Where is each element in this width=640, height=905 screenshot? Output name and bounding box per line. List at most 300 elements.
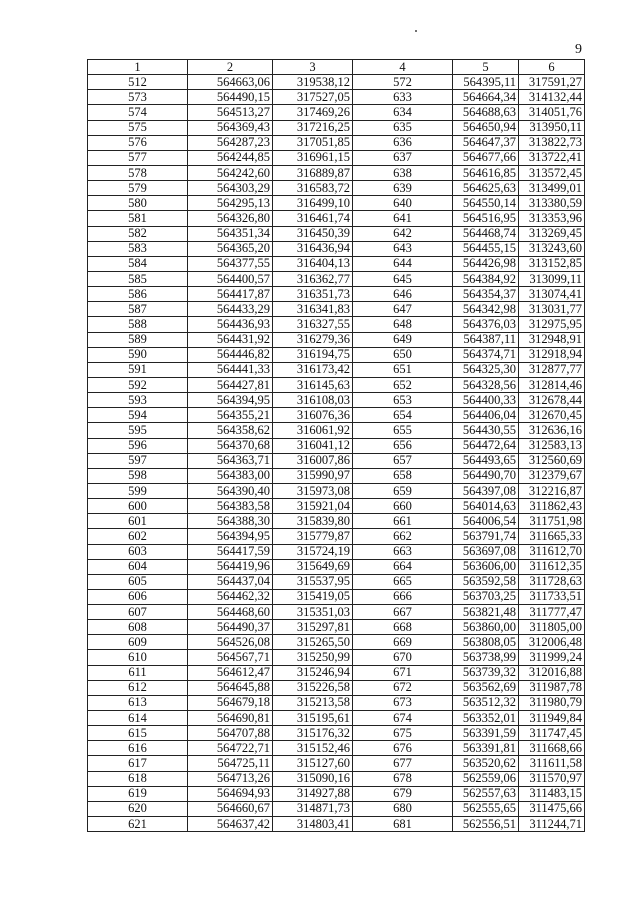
table-cell: 311987,78 — [519, 680, 585, 695]
table-cell: 313572,45 — [519, 165, 585, 180]
table-cell: 313031,77 — [519, 302, 585, 317]
table-cell: 316461,74 — [273, 211, 353, 226]
table-cell: 313950,11 — [519, 120, 585, 135]
table-cell: 315649,69 — [273, 559, 353, 574]
table-cell: 564660,67 — [188, 801, 273, 816]
table-cell: 582 — [88, 226, 188, 241]
column-header: 6 — [519, 60, 585, 75]
table-cell: 564513,27 — [188, 105, 273, 120]
table-cell: 589 — [88, 332, 188, 347]
table-cell: 642 — [353, 226, 453, 241]
table-cell: 655 — [353, 423, 453, 438]
table-cell: 613 — [88, 695, 188, 710]
table-cell: 316499,10 — [273, 196, 353, 211]
table-cell: 564677,66 — [453, 150, 519, 165]
table-cell: 654 — [353, 408, 453, 423]
table-cell: 564725,11 — [188, 756, 273, 771]
table-cell: 650 — [353, 347, 453, 362]
table-cell: 564354,37 — [453, 287, 519, 302]
table-cell: 312877,77 — [519, 362, 585, 377]
table-cell: 594 — [88, 408, 188, 423]
table-cell: 564419,96 — [188, 559, 273, 574]
table-cell: 680 — [353, 801, 453, 816]
table-cell: 564462,32 — [188, 589, 273, 604]
table-cell: 564387,11 — [453, 332, 519, 347]
table-cell: 562556,51 — [453, 817, 519, 832]
table-cell: 564612,47 — [188, 665, 273, 680]
table-cell: 564472,64 — [453, 438, 519, 453]
table-row — [88, 786, 585, 801]
table-cell: 312379,67 — [519, 468, 585, 483]
table-cell: 311728,63 — [519, 574, 585, 589]
table-cell: 602 — [88, 529, 188, 544]
table-cell: 578 — [88, 165, 188, 180]
table-cell: 564287,23 — [188, 135, 273, 150]
table-row — [88, 90, 585, 105]
table-row — [88, 75, 585, 90]
table-cell: 606 — [88, 589, 188, 604]
table-cell: 315351,03 — [273, 605, 353, 620]
table-cell: 564688,63 — [453, 105, 519, 120]
table-row — [88, 559, 585, 574]
table-cell: 599 — [88, 483, 188, 498]
table-cell: 667 — [353, 605, 453, 620]
table-header-row — [88, 60, 585, 75]
table-cell: 633 — [353, 90, 453, 105]
table-cell: 665 — [353, 574, 453, 589]
table-cell: 316341,83 — [273, 302, 353, 317]
table-cell: 564242,60 — [188, 165, 273, 180]
table-cell: 563808,05 — [453, 635, 519, 650]
table-cell: 611 — [88, 665, 188, 680]
table-cell: 564388,30 — [188, 514, 273, 529]
table-cell: 586 — [88, 287, 188, 302]
table-cell: 563520,62 — [453, 756, 519, 771]
table-cell: 564490,70 — [453, 468, 519, 483]
table-cell: 563739,32 — [453, 665, 519, 680]
table-row — [88, 196, 585, 211]
table-cell: 564694,93 — [188, 786, 273, 801]
column-header: 3 — [273, 60, 353, 75]
table-cell: 316351,73 — [273, 287, 353, 302]
table-cell: 678 — [353, 771, 453, 786]
table-cell: 595 — [88, 423, 188, 438]
table-cell: 639 — [353, 181, 453, 196]
table-cell: 564365,20 — [188, 241, 273, 256]
table-cell: 312670,45 — [519, 408, 585, 423]
table-cell: 564637,42 — [188, 817, 273, 832]
table-cell: 315090,16 — [273, 771, 353, 786]
table-cell: 564616,85 — [453, 165, 519, 180]
table-cell: 564713,26 — [188, 771, 273, 786]
table-cell: 564358,62 — [188, 423, 273, 438]
table-cell: 610 — [88, 650, 188, 665]
table-cell: 316404,13 — [273, 256, 353, 271]
table-cell: 564663,06 — [188, 75, 273, 90]
table-cell: 563703,25 — [453, 589, 519, 604]
table-cell: 648 — [353, 317, 453, 332]
table-cell: 638 — [353, 165, 453, 180]
table-cell: 315921,04 — [273, 499, 353, 514]
table-row — [88, 574, 585, 589]
table-row — [88, 483, 585, 498]
table-cell: 316173,42 — [273, 362, 353, 377]
table-row — [88, 695, 585, 710]
table-cell: 563352,01 — [453, 711, 519, 726]
table-row — [88, 271, 585, 286]
table-cell: 563391,81 — [453, 741, 519, 756]
table-cell: 563738,99 — [453, 650, 519, 665]
table-cell: 564383,58 — [188, 499, 273, 514]
table-cell: 312016,88 — [519, 665, 585, 680]
table-cell: 316450,39 — [273, 226, 353, 241]
table-cell: 574 — [88, 105, 188, 120]
table-cell: 317051,85 — [273, 135, 353, 150]
table-cell: 311805,00 — [519, 620, 585, 635]
table-cell: 564490,15 — [188, 90, 273, 105]
table-cell: 564679,18 — [188, 695, 273, 710]
table-row — [88, 181, 585, 196]
table-cell: 588 — [88, 317, 188, 332]
table-row — [88, 817, 585, 832]
table-cell: 315297,81 — [273, 620, 353, 635]
table-cell: 312948,91 — [519, 332, 585, 347]
table-cell: 649 — [353, 332, 453, 347]
table-row — [88, 362, 585, 377]
table-row — [88, 589, 585, 604]
table-cell: 564370,68 — [188, 438, 273, 453]
table-cell: 564427,81 — [188, 377, 273, 392]
table-cell: 564417,59 — [188, 544, 273, 559]
table-row — [88, 256, 585, 271]
table-row — [88, 680, 585, 695]
table-cell: 317469,26 — [273, 105, 353, 120]
table-row — [88, 438, 585, 453]
table-cell: 564664,34 — [453, 90, 519, 105]
table-cell: 313269,45 — [519, 226, 585, 241]
table-cell: 640 — [353, 196, 453, 211]
table-cell: 612 — [88, 680, 188, 695]
table-cell: 563606,00 — [453, 559, 519, 574]
table-cell: 564516,95 — [453, 211, 519, 226]
table-cell: 609 — [88, 635, 188, 650]
table-cell: 311999,24 — [519, 650, 585, 665]
table-cell: 634 — [353, 105, 453, 120]
table-cell: 579 — [88, 181, 188, 196]
table-cell: 316108,03 — [273, 393, 353, 408]
table-cell: 681 — [353, 817, 453, 832]
table-cell: 564325,30 — [453, 362, 519, 377]
table-cell: 316076,36 — [273, 408, 353, 423]
table-cell: 316194,75 — [273, 347, 353, 362]
table-cell: 564363,71 — [188, 453, 273, 468]
table-row — [88, 408, 585, 423]
table-cell: 672 — [353, 680, 453, 695]
table-cell: 563512,32 — [453, 695, 519, 710]
table-cell: 564326,80 — [188, 211, 273, 226]
table-cell: 316961,15 — [273, 150, 353, 165]
table-cell: 311612,35 — [519, 559, 585, 574]
table-cell: 608 — [88, 620, 188, 635]
table-cell: 661 — [353, 514, 453, 529]
table-cell: 641 — [353, 211, 453, 226]
table-cell: 563860,00 — [453, 620, 519, 635]
table-cell: 614 — [88, 711, 188, 726]
column-header: 2 — [188, 60, 273, 75]
table-cell: 577 — [88, 150, 188, 165]
table-cell: 662 — [353, 529, 453, 544]
table-row — [88, 105, 585, 120]
table-cell: 312678,44 — [519, 393, 585, 408]
table-cell: 319538,12 — [273, 75, 353, 90]
table-cell: 315226,58 — [273, 680, 353, 695]
table-cell: 315213,58 — [273, 695, 353, 710]
table-cell: 311980,79 — [519, 695, 585, 710]
table-cell: 660 — [353, 499, 453, 514]
table-row — [88, 241, 585, 256]
table-cell: 313152,85 — [519, 256, 585, 271]
table-cell: 564374,71 — [453, 347, 519, 362]
table-row — [88, 135, 585, 150]
table-cell: 674 — [353, 711, 453, 726]
table-cell: 573 — [88, 90, 188, 105]
table-cell: 669 — [353, 635, 453, 650]
table-cell: 564417,87 — [188, 287, 273, 302]
table-cell: 563697,08 — [453, 544, 519, 559]
column-header: 5 — [453, 60, 519, 75]
table-cell: 657 — [353, 453, 453, 468]
table-cell: 676 — [353, 741, 453, 756]
table-cell: 564376,03 — [453, 317, 519, 332]
table-cell: 311949,84 — [519, 711, 585, 726]
table-cell: 666 — [353, 589, 453, 604]
table-cell: 312583,13 — [519, 438, 585, 453]
table-cell: 564647,37 — [453, 135, 519, 150]
table-cell: 644 — [353, 256, 453, 271]
table-cell: 591 — [88, 362, 188, 377]
table-cell: 313243,60 — [519, 241, 585, 256]
table-cell: 315973,08 — [273, 483, 353, 498]
table-cell: 315537,95 — [273, 574, 353, 589]
table-cell: 663 — [353, 544, 453, 559]
table-row — [88, 468, 585, 483]
table-cell: 315724,19 — [273, 544, 353, 559]
table-cell: 564355,21 — [188, 408, 273, 423]
table-cell: 618 — [88, 771, 188, 786]
table-cell: 564707,88 — [188, 726, 273, 741]
table-cell: 564433,29 — [188, 302, 273, 317]
table-cell: 619 — [88, 786, 188, 801]
table-cell: 600 — [88, 499, 188, 514]
table-cell: 564390,40 — [188, 483, 273, 498]
table-cell: 312636,16 — [519, 423, 585, 438]
table-cell: 312560,69 — [519, 453, 585, 468]
table-cell: 603 — [88, 544, 188, 559]
table-cell: 564351,34 — [188, 226, 273, 241]
table-cell: 315250,99 — [273, 650, 353, 665]
table-row — [88, 120, 585, 135]
table-cell: 564395,11 — [453, 75, 519, 90]
table-cell: 564369,43 — [188, 120, 273, 135]
table-cell: 635 — [353, 120, 453, 135]
table-cell: 311751,98 — [519, 514, 585, 529]
table-cell: 315419,05 — [273, 589, 353, 604]
table-cell: 564441,33 — [188, 362, 273, 377]
table-cell: 311862,43 — [519, 499, 585, 514]
table-cell: 316279,36 — [273, 332, 353, 347]
table-cell: 311611,58 — [519, 756, 585, 771]
table-cell: 316145,63 — [273, 377, 353, 392]
table-cell: 637 — [353, 150, 453, 165]
table-row — [88, 393, 585, 408]
table-cell: 313353,96 — [519, 211, 585, 226]
table-cell: 564377,55 — [188, 256, 273, 271]
table-row — [88, 423, 585, 438]
table-cell: 647 — [353, 302, 453, 317]
table-cell: 314927,88 — [273, 786, 353, 801]
table-cell: 564493,65 — [453, 453, 519, 468]
table-cell: 575 — [88, 120, 188, 135]
table-cell: 314051,76 — [519, 105, 585, 120]
table-cell: 315195,61 — [273, 711, 353, 726]
table-cell: 616 — [88, 741, 188, 756]
table-cell: 564426,98 — [453, 256, 519, 271]
table-cell: 317591,27 — [519, 75, 585, 90]
table-row — [88, 756, 585, 771]
table-cell: 564006,54 — [453, 514, 519, 529]
table-cell: 645 — [353, 271, 453, 286]
table-cell: 311570,97 — [519, 771, 585, 786]
table-cell: 607 — [88, 605, 188, 620]
table-cell: 564468,74 — [453, 226, 519, 241]
table-cell: 564400,33 — [453, 393, 519, 408]
table-row — [88, 332, 585, 347]
scan-speck — [415, 30, 417, 32]
table-cell: 597 — [88, 453, 188, 468]
table-cell: 636 — [353, 135, 453, 150]
table-cell: 564400,57 — [188, 271, 273, 286]
table-cell: 564244,85 — [188, 150, 273, 165]
table-cell: 673 — [353, 695, 453, 710]
column-header: 4 — [353, 60, 453, 75]
table-cell: 598 — [88, 468, 188, 483]
table-cell: 580 — [88, 196, 188, 211]
table-cell: 646 — [353, 287, 453, 302]
table-cell: 311483,15 — [519, 786, 585, 801]
table-cell: 562555,65 — [453, 801, 519, 816]
table-cell: 512 — [88, 75, 188, 90]
table-cell: 564490,37 — [188, 620, 273, 635]
table-row — [88, 150, 585, 165]
table-row — [88, 347, 585, 362]
table-cell: 653 — [353, 393, 453, 408]
table-cell: 312814,46 — [519, 377, 585, 392]
table-cell: 564014,63 — [453, 499, 519, 514]
table-row — [88, 211, 585, 226]
table-cell: 656 — [353, 438, 453, 453]
table-row — [88, 771, 585, 786]
table-cell: 316061,92 — [273, 423, 353, 438]
table-row — [88, 741, 585, 756]
table-cell: 562557,63 — [453, 786, 519, 801]
table-cell: 311475,66 — [519, 801, 585, 816]
table-cell: 652 — [353, 377, 453, 392]
table-cell: 564328,56 — [453, 377, 519, 392]
table-cell: 620 — [88, 801, 188, 816]
table-row — [88, 377, 585, 392]
table-cell: 658 — [353, 468, 453, 483]
table-row — [88, 317, 585, 332]
table-cell: 311668,66 — [519, 741, 585, 756]
table-cell: 313722,41 — [519, 150, 585, 165]
table-cell: 315246,94 — [273, 665, 353, 680]
table-cell: 564394,95 — [188, 393, 273, 408]
table-cell: 311612,70 — [519, 544, 585, 559]
table-row — [88, 514, 585, 529]
table-row — [88, 635, 585, 650]
table-cell: 314871,73 — [273, 801, 353, 816]
table-cell: 621 — [88, 817, 188, 832]
table-cell: 605 — [88, 574, 188, 589]
table-cell: 312216,87 — [519, 483, 585, 498]
table-cell: 564436,93 — [188, 317, 273, 332]
table-cell: 615 — [88, 726, 188, 741]
page-number: 9 — [575, 42, 582, 57]
table-cell: 315127,60 — [273, 756, 353, 771]
column-header: 1 — [88, 60, 188, 75]
table-cell: 316583,72 — [273, 181, 353, 196]
table-cell: 315152,46 — [273, 741, 353, 756]
table-cell: 312975,95 — [519, 317, 585, 332]
table-cell: 315839,80 — [273, 514, 353, 529]
table-cell: 592 — [88, 377, 188, 392]
table-cell: 593 — [88, 393, 188, 408]
table-cell: 316436,94 — [273, 241, 353, 256]
table-cell: 316327,55 — [273, 317, 353, 332]
table-cell: 313380,59 — [519, 196, 585, 211]
table-row — [88, 665, 585, 680]
table-row — [88, 620, 585, 635]
table-cell: 316041,12 — [273, 438, 353, 453]
table-cell: 315265,50 — [273, 635, 353, 650]
table-row — [88, 801, 585, 816]
table-cell: 315990,97 — [273, 468, 353, 483]
table-cell: 563821,48 — [453, 605, 519, 620]
table-row — [88, 650, 585, 665]
table-row — [88, 287, 585, 302]
table-cell: 314132,44 — [519, 90, 585, 105]
table-cell: 564303,29 — [188, 181, 273, 196]
table-cell: 671 — [353, 665, 453, 680]
table-cell: 564625,63 — [453, 181, 519, 196]
table-cell: 584 — [88, 256, 188, 271]
coordinates-table — [87, 59, 585, 832]
table-row — [88, 544, 585, 559]
table-cell: 585 — [88, 271, 188, 286]
table-cell: 311244,71 — [519, 817, 585, 832]
table-row — [88, 529, 585, 544]
table-row — [88, 302, 585, 317]
table-cell: 564295,13 — [188, 196, 273, 211]
table-cell: 564550,14 — [453, 196, 519, 211]
table-row — [88, 726, 585, 741]
table-row — [88, 711, 585, 726]
table-cell: 315779,87 — [273, 529, 353, 544]
table-cell: 564394,95 — [188, 529, 273, 544]
table-cell: 587 — [88, 302, 188, 317]
table-cell: 564567,71 — [188, 650, 273, 665]
table-cell: 311777,47 — [519, 605, 585, 620]
